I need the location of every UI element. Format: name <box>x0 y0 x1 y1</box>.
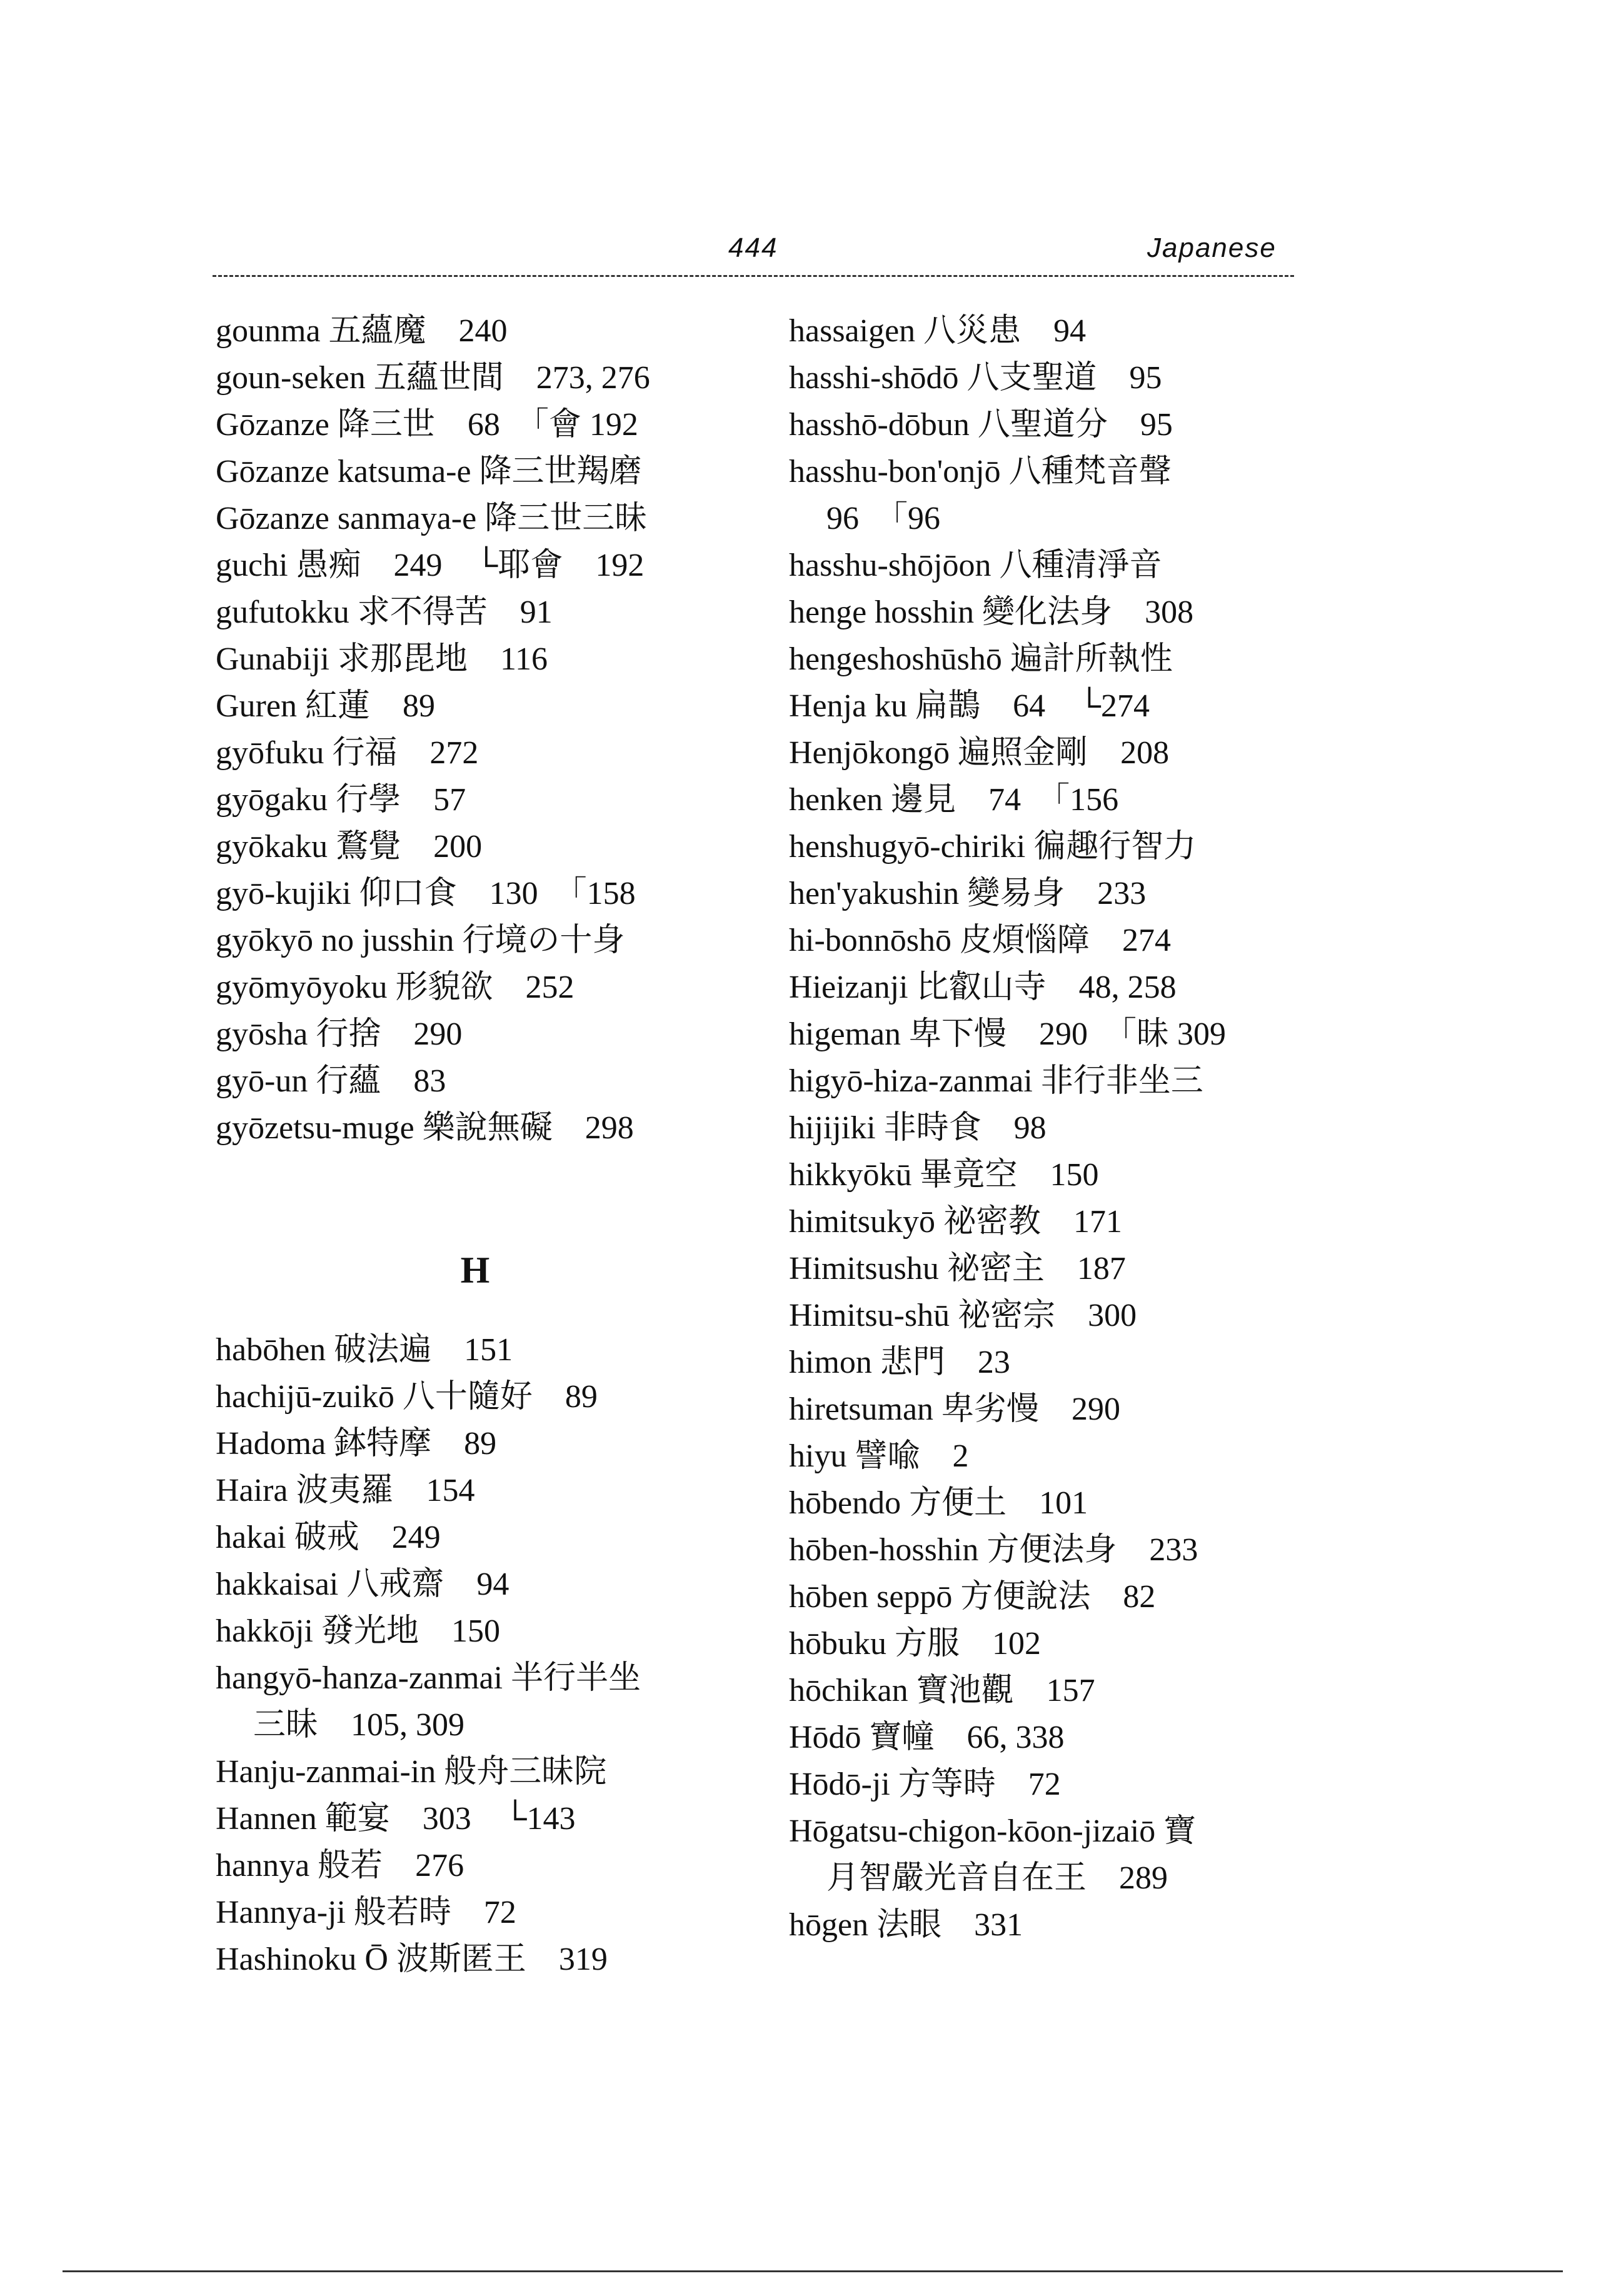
index-entry: Hōdō-ji 方等時 72 <box>789 1767 1061 1802</box>
index-entry: gyō-kujiki 仰口食 130 「158 <box>216 876 636 911</box>
index-entry: henshugyō-chiriki 徧趣行智力 <box>789 829 1197 865</box>
index-entry: Gōzanze katsuma-e 降三世羯磨 <box>216 454 642 489</box>
index-entry: guchi 愚痴 249 └耶會 192 <box>216 548 645 583</box>
index-entry: hōben-hosshin 方便法身 233 <box>789 1532 1198 1568</box>
index-entry: gyōsha 行捨 290 <box>216 1016 463 1052</box>
index-entry: gyōfuku 行福 272 <box>216 735 479 771</box>
index-entry: hijijiki 非時食 98 <box>789 1110 1046 1146</box>
index-entry: gyōzetsu-muge 樂說無礙 298 <box>216 1110 634 1146</box>
index-entry: Henja ku 扁鵲 64 └274 <box>789 688 1150 724</box>
index-entry: Gōzanze 降三世 68 「會 192 <box>216 407 638 443</box>
right-column <box>789 308 1339 1948</box>
index-entry: Gunabiji 求那毘地 116 <box>216 641 548 677</box>
index-entry: Hashinoku Ō 波斯匿王 319 <box>216 1942 608 1977</box>
index-entry: henken 邊見 74 「156 <box>789 782 1119 818</box>
index-entry: gyōkyō no jusshin 行境の十身 <box>216 923 625 958</box>
index-entry: Hanju-zanmai-in 般舟三昧院 <box>216 1754 607 1790</box>
index-entry: hengeshoshūshō 遍計所執性 <box>789 641 1173 677</box>
index-entry: hakkōji 發光地 150 <box>216 1613 500 1649</box>
left-entries-h <box>216 1326 766 1983</box>
index-entry: Haira 波夷羅 154 <box>216 1473 475 1508</box>
index-entry: hōben seppō 方便說法 82 <box>789 1579 1156 1615</box>
index-entry: Guren 紅蓮 89 <box>216 688 435 724</box>
index-entry: Himitsushu 祕密主 187 <box>789 1251 1126 1286</box>
index-entry: higeman 卑下慢 290 「昧 309 <box>789 1016 1227 1052</box>
index-entry: Himitsu-shū 祕密宗 300 <box>789 1298 1137 1333</box>
index-entry: henge hosshin 變化法身 308 <box>789 594 1194 630</box>
header-rule <box>213 275 1294 277</box>
index-entry: hasshi-shōdō 八支聖道 95 <box>789 360 1162 396</box>
index-entry: gufutokku 求不得苦 91 <box>216 594 553 630</box>
index-entry: Hōgatsu-chigon-kōon-jizaiō 寶 <box>789 1813 1197 1849</box>
index-entry: Gōzanze sanmaya-e 降三世三昧 <box>216 501 648 536</box>
right-entries <box>789 308 1339 1948</box>
index-entry: hannya 般若 276 <box>216 1848 464 1883</box>
index-entry: Hannen 範宴 303 └143 <box>216 1801 576 1837</box>
index-entry: Hōdō 寶幢 66, 338 <box>789 1720 1065 1755</box>
index-entry: hōbendo 方便土 101 <box>789 1485 1088 1521</box>
index-entry: hōbuku 方服 102 <box>789 1626 1041 1662</box>
index-entry: hōchikan 寶池觀 157 <box>789 1673 1095 1708</box>
index-entry: himon 悲門 23 <box>789 1345 1010 1380</box>
section-heading-h: H <box>460 1250 490 1291</box>
index-entry: 三昧 105, 309 <box>253 1707 465 1743</box>
index-entry: goun-seken 五蘊世間 273, 276 <box>216 360 650 396</box>
index-entry: 月智嚴光音自在王 289 <box>826 1860 1168 1896</box>
index-entry: Henjōkongō 遍照金剛 208 <box>789 735 1170 771</box>
index-entry: hōgen 法眼 331 <box>789 1907 1023 1943</box>
index-entry: hangyō-hanza-zanmai 半行半坐 <box>216 1660 641 1696</box>
index-entry: gyōmyōyoku 形貌欲 252 <box>216 970 575 1005</box>
index-entry: higyō-hiza-zanmai 非行非坐三 <box>789 1063 1203 1099</box>
index-entry: hi-bonnōshō 皮煩惱障 274 <box>789 923 1172 958</box>
index-entry: hachijū-zuikō 八十隨好 89 <box>216 1379 598 1415</box>
page-number: 444 <box>728 233 778 263</box>
index-entry: Hieizanji 比叡山寺 48, 258 <box>789 970 1177 1005</box>
index-entry: hasshu-shōjōon 八種清淨音 <box>789 548 1162 583</box>
index-entry: 96 「96 <box>826 501 941 536</box>
index-entry: hasshu-bon'onjō 八種梵音聲 <box>789 454 1172 489</box>
index-entry: gyō-un 行蘊 83 <box>216 1063 446 1099</box>
index-entry: hen'yakushin 變易身 233 <box>789 876 1147 911</box>
index-entry: hikkyōkū 畢竟空 150 <box>789 1157 1099 1193</box>
index-entry: hassaigen 八災患 94 <box>789 313 1087 349</box>
index-entry: habōhen 破法遍 151 <box>216 1332 513 1368</box>
footer-rule <box>63 2270 1563 2272</box>
index-entry: hakai 破戒 249 <box>216 1520 441 1555</box>
left-entries-g <box>216 308 766 1151</box>
index-entry: gyōgaku 行學 57 <box>216 782 466 818</box>
index-entry: Hannya-ji 般若時 72 <box>216 1895 516 1930</box>
index-entry: hiyu 譬喩 2 <box>789 1438 969 1474</box>
index-entry: gounma 五蘊魔 240 <box>216 313 508 349</box>
section-gap <box>216 1151 766 1239</box>
index-entry: hasshō-dōbun 八聖道分 95 <box>789 407 1173 443</box>
index-entry: Hadoma 鉢特摩 89 <box>216 1426 497 1461</box>
left-column <box>216 308 766 1983</box>
index-entry: himitsukyō 祕密教 171 <box>789 1204 1123 1240</box>
index-entry: hiretsuman 卑劣慢 290 <box>789 1391 1121 1427</box>
running-head: Japanese <box>1147 233 1277 263</box>
index-entry: hakkaisai 八戒齋 94 <box>216 1567 509 1602</box>
index-entry: gyōkaku 鶩覺 200 <box>216 829 483 865</box>
